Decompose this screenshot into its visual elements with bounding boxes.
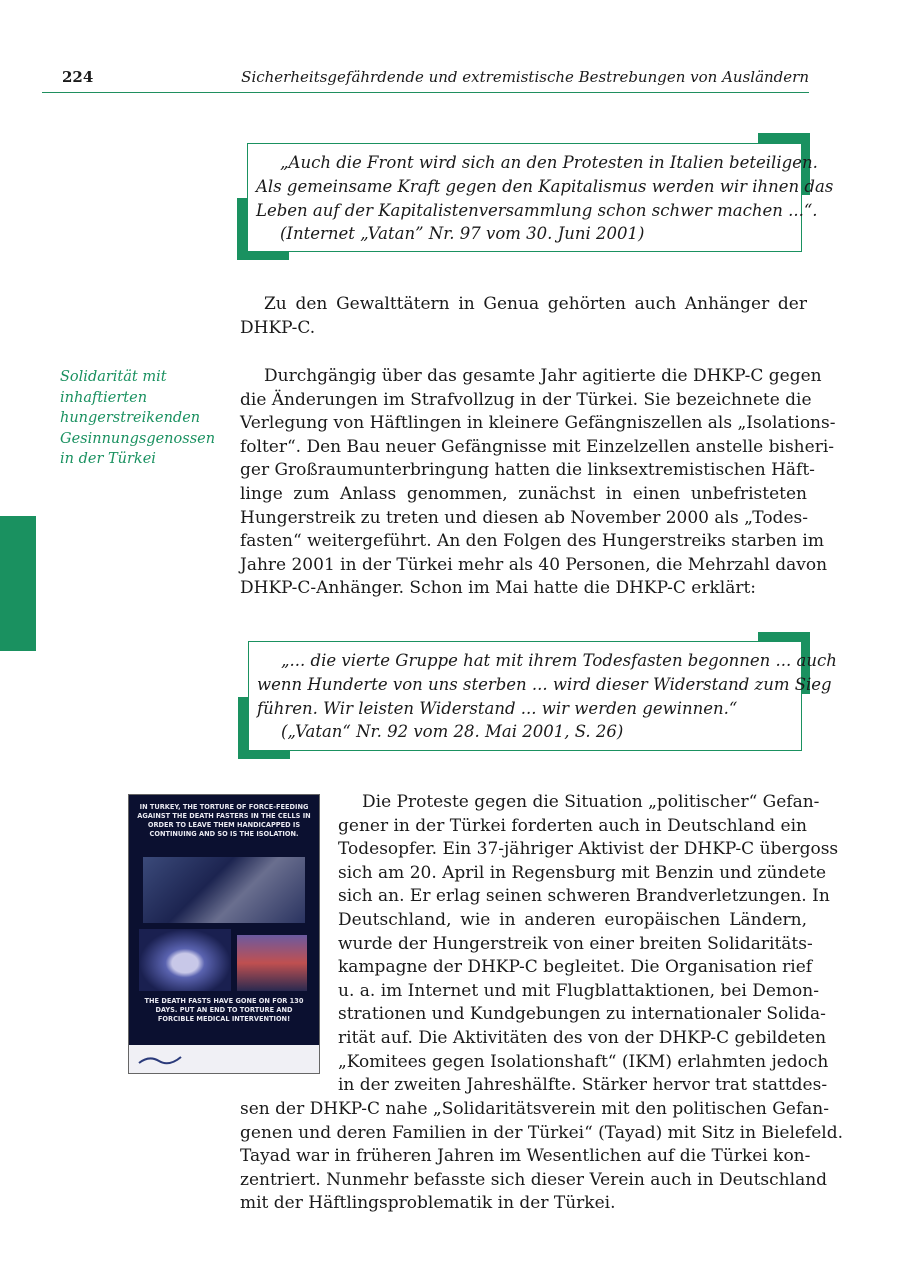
- running-title: Sicherheitsgefährdende und extremistische Bestrebungen von Ausländern: [241, 68, 809, 86]
- text-line: kampagne der DHKP-C begleitet. Die Organisation rief: [338, 957, 813, 978]
- poster-photo-hands: [139, 929, 231, 991]
- text-line: Verlegung von Häftlingen in kleinere Gefängniszellen als „Isolations-: [240, 413, 836, 434]
- poster-bottom-text: THE DEATH FASTS HAVE GONE ON FOR 130 DAYS. PUT AN END TO TORTURE AND FORCIBLE MEDICAL INTERVENTION!: [144, 997, 304, 1023]
- text-line: „Komitees gegen Isolationshaft“ (IKM) erlahmten jedoch: [338, 1051, 829, 1072]
- text-line: Hungerstreik zu treten und diesen ab November 2000 als „Todes-: [240, 507, 808, 528]
- text-line: ger Großraumunterbringung hatten die linksextremistischen Häft-: [240, 460, 815, 481]
- text-line: Todesopfer. Ein 37-jähriger Aktivist der DHKP-C übergoss: [338, 839, 839, 860]
- text-line: DHKP-C-Anhänger. Schon im Mai hatte die DHKP-C erklärt:: [240, 578, 757, 599]
- quote-source: („Vatan“ Nr. 92 vom 28. Mai 2001, S. 26): [281, 722, 624, 742]
- poster-logo: [137, 1053, 187, 1067]
- quote-box-2: [248, 641, 837, 751]
- text-line: strationen und Kundgebungen zu internationaler Solida-: [338, 1004, 826, 1025]
- text-line: Deutschland, wie in anderen europäischen Ländern,: [338, 909, 807, 930]
- quote-line: wenn Hunderte von uns sterben ... wird dieser Widerstand zum Sieg: [257, 674, 832, 694]
- page-number: 224: [62, 68, 94, 86]
- text-line: sen der DHKP-C nahe „Solidaritätsverein mit den politischen Gefan-: [240, 1099, 829, 1119]
- paragraph-2: [240, 365, 836, 601]
- quote-line: Leben auf der Kapitalistenversammlung schon schwer machen ...“.: [256, 200, 818, 220]
- marginal-line: in der Türkei: [60, 451, 156, 467]
- text-line: Zu den Gewalttätern in Genua gehörten auch Anhänger der: [264, 294, 807, 314]
- protest-poster-image: [128, 794, 320, 1074]
- text-line: die Änderungen im Strafvollzug in der Türkei. Sie bezeichnete die: [240, 389, 812, 410]
- poster-photo-prisoner: [237, 935, 307, 991]
- quote-line: Als gemeinsame Kraft gegen den Kapitalismus werden wir ihnen das: [256, 176, 834, 196]
- text-line: Jahre 2001 in der Türkei mehr als 40 Personen, die Mehrzahl davon: [240, 554, 828, 575]
- marginal-note: [60, 367, 216, 470]
- text-line: u. a. im Internet und mit Flugblattaktionen, bei Demon-: [338, 980, 819, 1001]
- text-line: mit der Häftlingsproblematik in der Türkei.: [240, 1193, 616, 1214]
- text-line: fasten“ weitergeführt. An den Folgen des Hungerstreiks starben im: [240, 531, 824, 552]
- text-line: Die Proteste gegen die Situation „politischer“ Gefan-: [362, 792, 820, 812]
- text-line: Durchgängig über das gesamte Jahr agitierte die DHKP-C gegen: [264, 366, 822, 386]
- text-line: linge zum Anlass genommen, zunächst in einen unbefristeten: [240, 483, 807, 504]
- poster-photo-crowd: [143, 857, 305, 923]
- text-line: folter“. Den Bau neuer Gefängnisse mit Einzelzellen anstelle bisheri-: [240, 436, 834, 457]
- paragraph-1: [240, 293, 807, 340]
- marginal-line: inhaftierten: [60, 389, 148, 406]
- text-line: zentriert. Nunmehr befasste sich dieser Verein auch in Deutschland: [240, 1169, 828, 1190]
- text-line: in der zweiten Jahreshälfte. Stärker hervor trat stattdes-: [338, 1075, 828, 1096]
- page-header: [42, 66, 809, 93]
- text-line: sich am 20. April in Regensburg mit Benzin und zündete: [338, 862, 827, 883]
- marginal-line: hungerstreikenden: [60, 410, 201, 426]
- text-line: Tayad war in früheren Jahren im Wesentlichen auf die Türkei kon-: [240, 1146, 811, 1167]
- quote-box-1: [247, 143, 834, 252]
- text-line: genen und deren Familien in der Türkei“ (Tayad) mit Sitz in Bielefeld.: [240, 1122, 844, 1143]
- quote-line: „Auch die Front wird sich an den Protesten in Italien beteiligen.: [280, 153, 818, 172]
- quote-line: „... die vierte Gruppe hat mit ihrem Todesfasten begonnen ... auch: [281, 651, 837, 670]
- quote-line: führen. Wir leisten Widerstand ... wir werden gewinnen.“: [257, 698, 738, 718]
- text-line: gener in der Türkei forderten auch in Deutschland ein: [338, 815, 807, 836]
- quote-source: (Internet „Vatan” Nr. 97 vom 30. Juni 2001): [280, 224, 645, 244]
- text-line: sich an. Er erlag seinen schweren Brandverletzungen. In: [338, 886, 830, 907]
- text-line: wurde der Hungerstreik von einer breiten Solidaritäts-: [338, 933, 813, 954]
- paragraph-3-narrow: [338, 791, 839, 1098]
- chapter-tab: [0, 516, 36, 651]
- text-line: DHKP-C.: [240, 317, 316, 338]
- paragraph-3-wide: [240, 1098, 844, 1216]
- text-line: rität auf. Die Aktivitäten des von der DHKP-C gebildeten: [338, 1027, 827, 1048]
- poster-top-text: IN TURKEY, THE TORTURE OF FORCE-FEEDING AGAINST THE DEATH FASTERS IN THE CELLS IN ORDER TO LEAVE THEM HANDICAPPED IS CONTINUING AND SO IS THE ISOLATION.: [137, 803, 311, 838]
- marginal-line: Gesinnungsgenossen: [60, 430, 216, 447]
- marginal-line: Solidarität mit: [60, 369, 167, 385]
